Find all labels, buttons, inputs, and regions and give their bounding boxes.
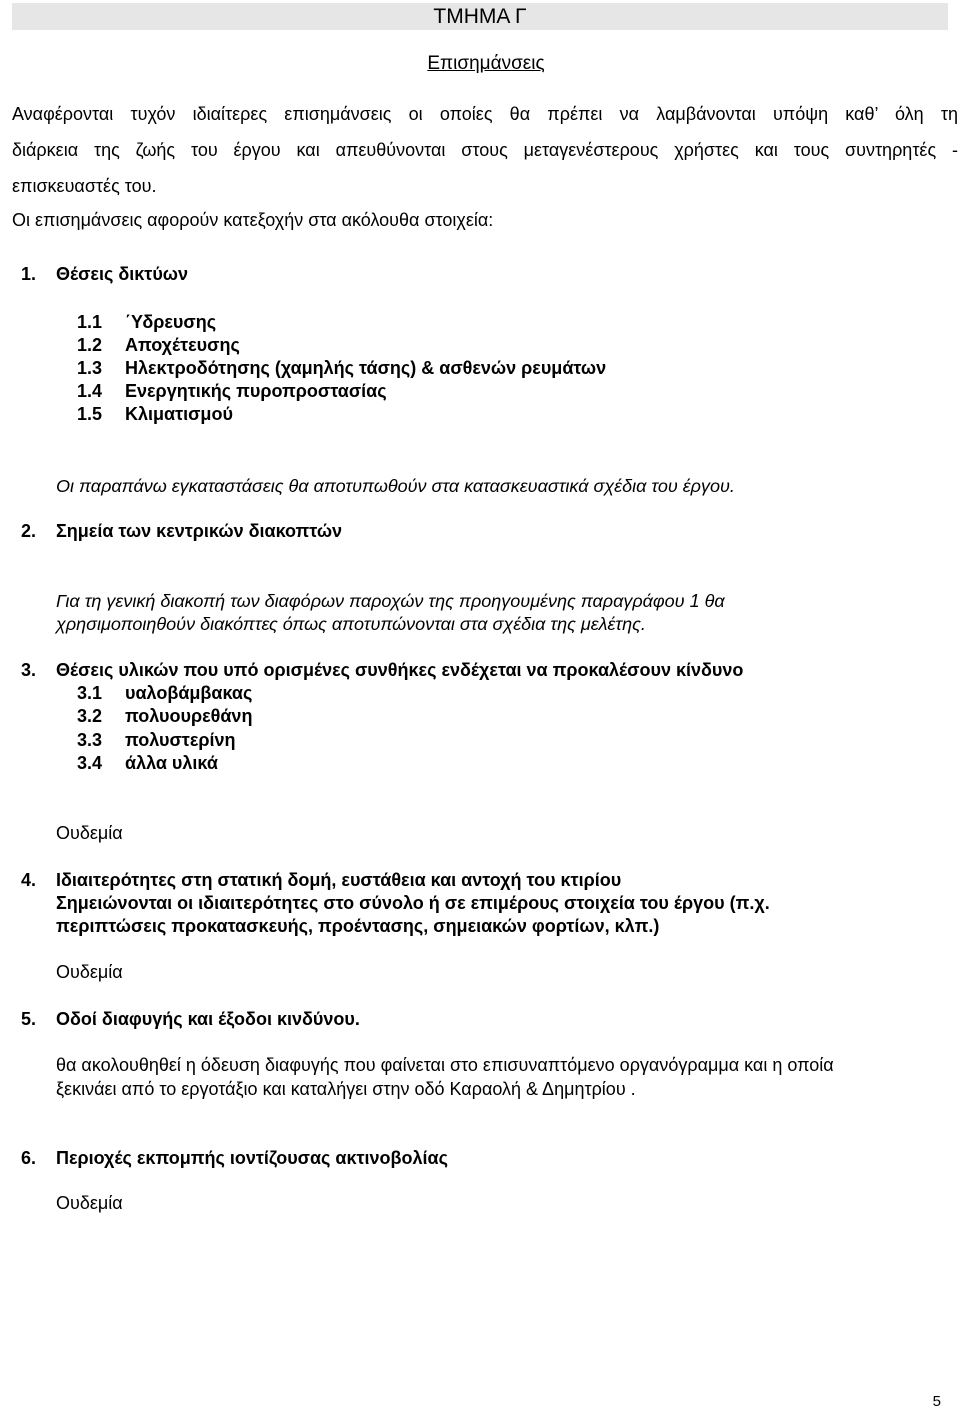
list-item-label: Κλιματισμού [125,404,233,424]
section-5-note: ξεκινάει από το εργοτάξιο και καταλήγει στην οδό Καραολή & Δημητρίου . [56,1079,636,1099]
list-item-num: 3.1 [77,683,103,703]
section-1-title: Θέσεις δικτύων [56,264,189,284]
section-2-number: 2. [21,521,37,541]
subtitle: Επισημάνσεις [427,53,545,74]
section-6-number: 6. [21,1148,37,1168]
section-3-title: Θέσεις υλικών που υπό ορισμένες συνθήκες ενδέχεται να προκαλέσουν κίνδυνο [56,660,744,680]
list-item-num: 3.4 [77,753,103,773]
section-title: ΤΜΗΜΑ Γ [433,5,527,28]
list-item-label: πολυουρεθάνη [125,706,253,726]
intro-paragraph [12,96,958,204]
section-4-title: Σημειώνονται οι ιδιαιτερότητες στο σύνολο ή σε επιμέρους στοιχεία του έργου (π.χ. [56,893,770,913]
list-item-num: 1.2 [77,335,103,355]
section-5-title: Οδοί διαφυγής και έξοδοι κινδύνου. [56,1009,360,1029]
intro-line: διάρκεια της ζωής του έργου και απευθύνονται στους μεταγενέστερους χρήστες και τους συντηρητές - [12,140,958,160]
list-item-label: Ηλεκτροδότησης (χαμηλής τάσης) & ασθενών ρευμάτων [125,358,607,378]
intro-line: Αναφέρονται τυχόν ιδιαίτερες επισημάνσεις οι οποίες θα πρέπει να λαμβάνονται υπόψη καθ’ όλη τη [12,104,958,124]
list-item-label: Ενεργητικής πυροπροστασίας [125,381,387,401]
intro-lead: Οι επισημάνσεις αφορούν κατεξοχήν στα ακόλουθα στοιχεία: [12,210,494,230]
list-item-label: άλλα υλικά [125,753,218,773]
list-item-label: ΄Υδρευσης [125,312,217,332]
list-item-label: Αποχέτευσης [125,335,240,355]
list-item-num: 3.2 [77,706,103,726]
intro-line: επισκευαστές του. [12,176,157,196]
section-5-note: θα ακολουθηθεί η όδευση διαφυγής που φαίνεται στο επισυναπτόμενο οργανόγραμμα και η οποία [56,1055,834,1075]
section-6-title: Περιοχές εκπομπής ιοντίζουσας ακτινοβολίας [56,1148,448,1168]
list-item-num: 1.5 [77,404,103,424]
section-3-note: Ουδεμία [56,823,123,843]
list-item-num: 3.3 [77,730,103,750]
section-4-number: 4. [21,870,37,890]
section-3-number: 3. [21,660,37,680]
section-5-number: 5. [21,1009,37,1029]
section-2-note: χρησιμοποιηθούν διακόπτες όπως αποτυπώνονται στα σχέδια της μελέτης. [56,614,646,634]
section-1-number: 1. [21,264,37,284]
section-1-note: Οι παραπάνω εγκαταστάσεις θα αποτυπωθούν στα κατασκευαστικά σχέδια του έργου. [56,476,735,496]
page-number: 5 [932,1393,941,1410]
section-title-bar [12,3,948,30]
section-6-note: Ουδεμία [56,1193,123,1213]
section-2-title: Σημεία των κεντρικών διακοπτών [56,521,343,541]
list-item-num: 1.4 [77,381,103,401]
section-4-note: Ουδεμία [56,962,123,982]
list-item-num: 1.3 [77,358,103,378]
section-4-title: περιπτώσεις προκατασκευής, προέντασης, σημειακών φορτίων, κλπ.) [56,916,660,936]
list-item-label: υαλοβάμβακας [125,683,253,703]
list-item-label: πολυστερίνη [125,730,236,750]
section-4-title: Ιδιαιτερότητες στη στατική δομή, ευστάθεια και αντοχή του κτιρίου [56,870,622,890]
list-item-num: 1.1 [77,312,103,332]
section-2-note: Για τη γενική διακοπή των διαφόρων παροχών της προηγουμένης παραγράφου 1 θα [56,591,725,611]
